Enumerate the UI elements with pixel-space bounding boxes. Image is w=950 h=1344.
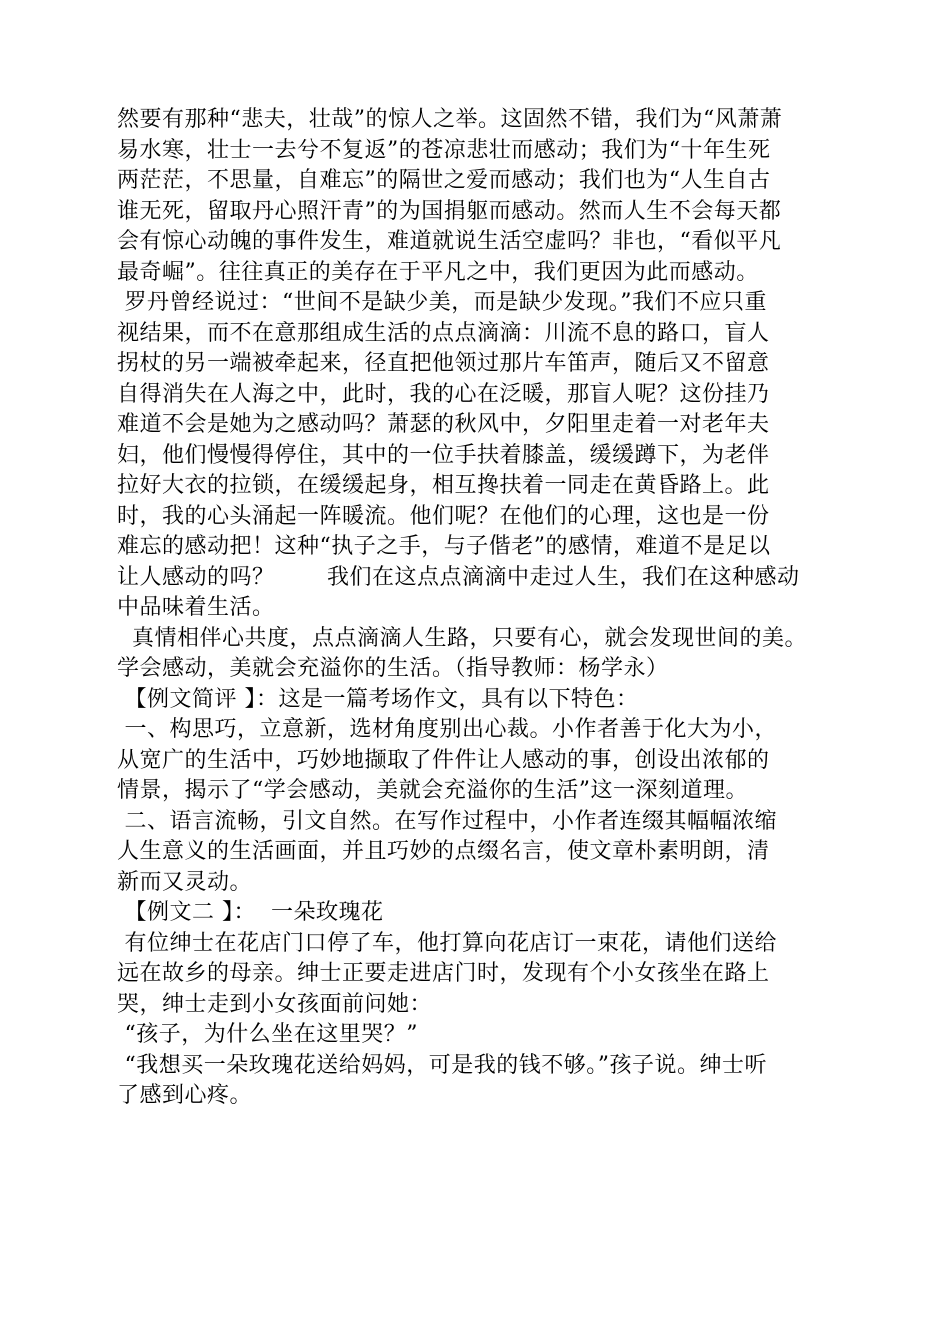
text-line: 难道不会是她为之感动吗？萧瑟的秋风中，夕阳里走着一对老年夫 <box>117 412 770 437</box>
text-line: 【例文简评 】：这是一篇考场作文，具有以下特色： <box>117 686 639 712</box>
text-line: 然要有那种“悲夫，壮哉”的惊人之举。这固然不错，我们为“风萧萧 <box>117 107 783 132</box>
text-line: 视结果，而不在意那组成生活的点点滴滴：川流不息的路口，盲人 <box>117 320 770 346</box>
text-line: 远在故乡的母亲。绅士正要走进店门时，发现有个小女孩坐在路上 <box>117 961 770 986</box>
text-line: 自得消失在人海之中，此时，我的心在泛暖，那盲人呢？这份挂乃 <box>117 381 770 407</box>
text-line: 人生意义的生活画面，并且巧妙的点缀名言，使文章朴素明朗，清 <box>117 839 770 864</box>
text-line: 会有惊心动魄的事件发生，难道就说生活空虚吗？非也，“看似平凡 <box>117 229 782 254</box>
text-line: “我想买一朵玫瑰花送给妈妈，可是我的钱不够。”孩子说。绅士听 <box>117 1052 767 1078</box>
text-line: 学会感动，美就会充溢你的生活。（指导教师：杨学永） <box>117 656 669 681</box>
text-line: 最奇崛”。往往真正的美存在于平凡之中，我们更因为此而感动。 <box>117 259 759 285</box>
text-line: 【例文二 】： 一朵玫瑰花 <box>117 900 384 925</box>
text-line: 时，我的心头涌起一阵暖流。他们呢？在他们的心理，这也是一份 <box>117 503 770 529</box>
text-line: 二、语言流畅，引文自然。在写作过程中，小作者连缀其幅幅浓缩 <box>117 808 777 834</box>
text-line: 拐杖的另一端被牵起来，径直把他领过那片车笛声，随后又不留意 <box>117 351 770 376</box>
text-line: 中品味着生活。 <box>117 595 275 620</box>
text-line: 罗丹曾经说过：“世间不是缺少美，而是缺少发现。”我们不应只重 <box>117 290 767 315</box>
essay-text <box>117 105 877 1112</box>
text-line: 从宽广的生活中，巧妙地撷取了件件让人感动的事，创设出浓郁的 <box>117 747 770 773</box>
text-line: 让人感动的吗？ 我们在这点点滴滴中走过人生，我们在这种感动 <box>117 564 800 590</box>
text-line: “孩子，为什么坐在这里哭？” <box>117 1022 418 1047</box>
text-line: 情景，揭示了“学会感动，美就会充溢你的生活”这一深刻道理。 <box>117 778 748 803</box>
text-line: 哭，绅士走到小女孩面前问她： <box>117 991 433 1017</box>
text-line: 妇，他们慢慢得停住，其中的一位手扶着膝盖，缓缓蹲下，为老伴 <box>117 442 770 468</box>
text-line: 拉好大衣的拉锁，在缓缓起身，相互搀扶着一同走在黄昏路上。此 <box>117 473 770 498</box>
text-line: 了感到心疼。 <box>117 1083 253 1108</box>
text-line: 谁无死，留取丹心照汗青”的为国捐躯而感动。然而人生不会每天都 <box>117 198 782 224</box>
text-line: 有位绅士在花店门口停了车，他打算向花店订一束花，请他们送给 <box>117 930 777 956</box>
text-line: 难忘的感动把！这种“执子之手，与子偕老”的感情，难道不是足以 <box>117 534 771 559</box>
text-line: 易水寒，壮士一去兮不复返”的苍凉悲壮而感动；我们为“十年生死 <box>117 137 771 163</box>
text-line: 新而又灵动。 <box>117 869 253 895</box>
text-line: 两茫茫，不思量，自难忘”的隔世之爱而感动；我们也为“人生自古 <box>117 168 771 193</box>
text-line: 真情相伴心共度，点点滴滴人生路，只要有心，就会发现世间的美。 <box>117 625 807 651</box>
text-line: 一、构思巧，立意新，选材角度别出心裁。小作者善于化大为小， <box>117 717 777 742</box>
